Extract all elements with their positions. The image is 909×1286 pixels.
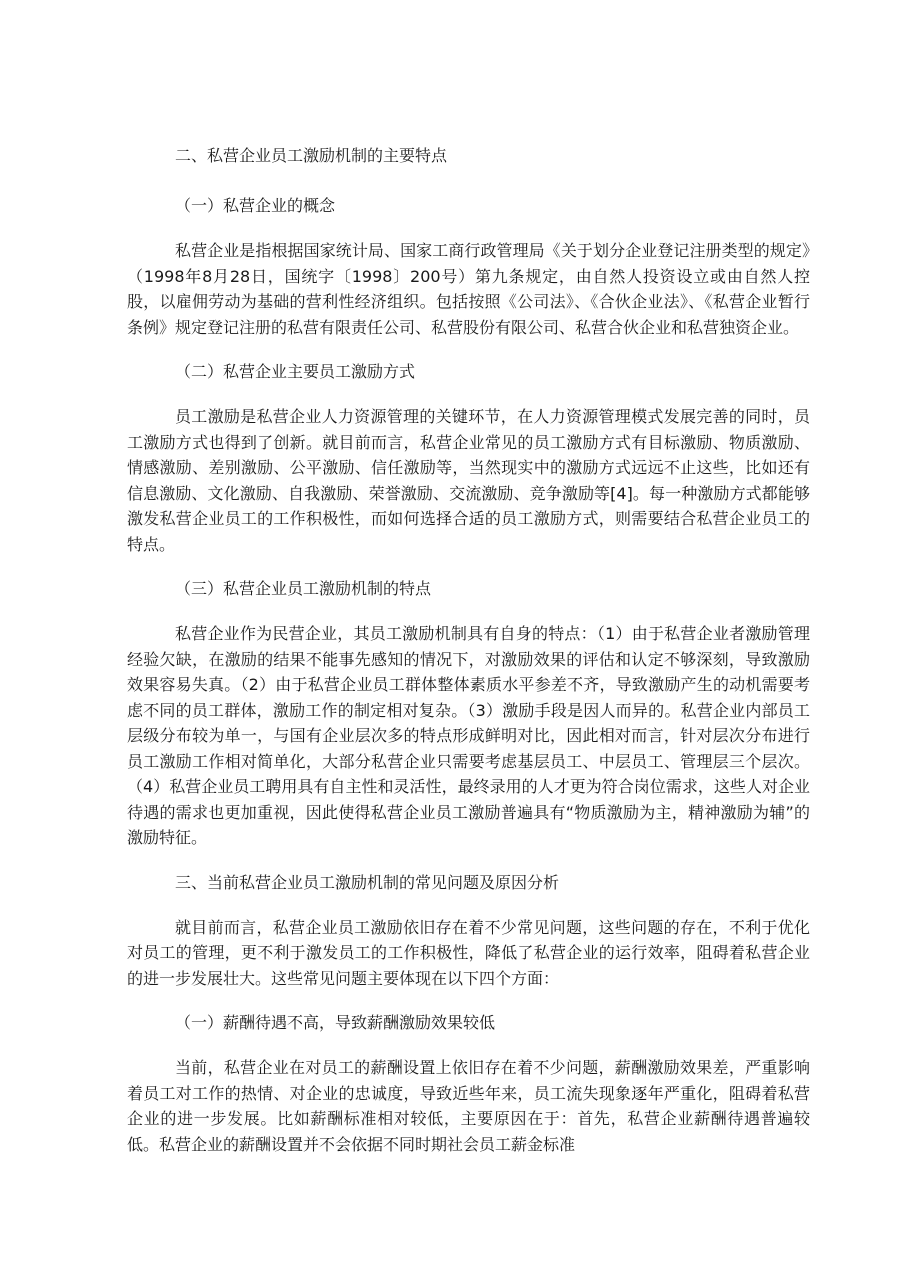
subsection-heading-2-3: （三）私营企业员工激励机制的特点: [175, 579, 432, 598]
document-body: [127, 138, 810, 1171]
paragraph-common-problems: 就目前而言，私营企业员工激励依旧存在着不少常见问题，这些问题的存在，不利于优化对员工的管理，更不利于激发员工的工作积极性，降低了私营企业的运行效率，阻碍着私营企业的进一步发展壮大。这些常见问题主要体现在以下四个方面：: [127, 917, 810, 988]
subsection-heading-2-1: （一）私营企业的概念: [175, 196, 336, 215]
subsection-heading-3-1: （一）薪酬待遇不高，导致薪酬激励效果较低: [175, 1013, 496, 1032]
paragraph-private-enterprise-definition: 私营企业是指根据国家统计局、国家工商行政管理局《关于划分企业登记注册类型的规定》（1998年8月28日，国统字〔1998〕200号）第九条规定，由自然人投资设立或由自然人控股，以雇佣劳动为基础的营利性经济组织。包括按照《公司法》、《合伙企业法》、《私营企业暂行条例》规定登记注册的私营有限责任公司、私营股份有限公司、私营合伙企业和私营独资企业。: [127, 241, 810, 337]
section-heading-2: 二、私营企业员工激励机制的主要特点: [175, 146, 448, 165]
paragraph-salary-issues: 当前，私营企业在对员工的薪酬设置上依旧存在着不少问题，薪酬激励效果差，严重影响着员工对工作的热情、对企业的忠诚度，导致近些年来，员工流失现象逐年严重化，阻碍着私营企业的进一步发展。比如薪酬标准相对较低，主要原因在于：首先，私营企业薪酬待遇普遍较低。私营企业的薪酬设置并不会依据不同时期社会员工薪金标准: [127, 1058, 810, 1154]
paragraph-incentive-methods: 员工激励是私营企业人力资源管理的关键环节，在人力资源管理模式发展完善的同时，员工激励方式也得到了创新。就目前而言，私营企业常见的员工激励方式有目标激励、物质激励、情感激励、差别激励、公平激励、信任激励等，当然现实中的激励方式远远不止这些，比如还有信息激励、文化激励、自我激励、荣誉激励、交流激励、竞争激励等[4]。每一种激励方式都能够激发私营企业员工的工作积极性，而如何选择合适的员工激励方式，则需要结合私营企业员工的特点。: [127, 407, 810, 554]
section-heading-3: 三、当前私营企业员工激励机制的常见问题及原因分析: [175, 872, 560, 892]
paragraph-incentive-features: 私营企业作为民营企业，其员工激励机制具有自身的特点：（1）由于私营企业者激励管理经验欠缺，在激励的结果不能事先感知的情况下，对激励效果的评估和认定不够深刻，导致激励效果容易失真。（2）由于私营企业员工群体整体素质水平参差不齐，导致激励产生的动机需要考虑不同的员工群体，激励工作的制定相对复杂。（3）激励手段是因人而异的。私营企业内部员工层级分布较为单一，与国有企业层次多的特点形成鲜明对比，因此相对而言，针对层次分布进行员工激励工作相对简单化，大部分私营企业只需要考虑基层员工、中层员工、管理层三个层次。（4）私营企业员工聘用具有自主性和灵活性，最终录用的人才更为符合岗位需求，这些人对企业待遇的需求也更加重视，因此使得私营企业员工激励普遍具有“物质激励为主，精神激励为辅”的激励特征。: [127, 624, 810, 847]
subsection-heading-2-2: （二）私营企业主要员工激励方式: [175, 362, 416, 381]
